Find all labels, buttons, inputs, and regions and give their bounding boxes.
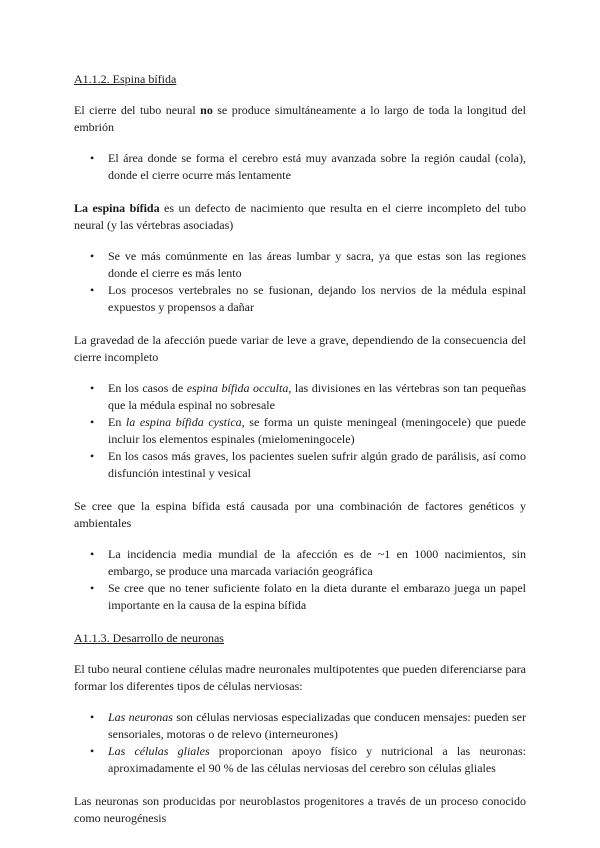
text-run: , las divisiones en las vértebras son tan pequeñas que la médula espinal no sobresale xyxy=(108,381,527,412)
list-item xyxy=(74,414,526,448)
italic-text: espina bífida occulta xyxy=(186,381,289,395)
bullet-list-severity xyxy=(74,380,526,482)
bullet-list-closure xyxy=(74,150,526,184)
italic-text: Las células gliales xyxy=(108,744,210,758)
list-item xyxy=(74,743,526,777)
text-run: En xyxy=(108,415,126,429)
text-run: , se forma un quiste meningeal (meningocele) que puede incluir los elementos espinales (mielomeningocele) xyxy=(108,415,526,446)
list-item: • Se ve más comúnmente en las áreas lumbar y sacra, ya que estas son las regiones donde el cierre es más lento xyxy=(74,248,526,282)
paragraph-causes: Se cree que la espina bífida está causada por una combinación de factores genéticos y ambientales xyxy=(74,499,526,530)
text-run: es un defecto de nacimiento que resulta en el cierre incompleto del tubo neural (y las vértebras asociadas) xyxy=(74,201,527,232)
paragraph-spina-bifida-definition xyxy=(74,200,526,234)
italic-text: la espina bífida cystica xyxy=(125,415,242,429)
italic-text: Las neuronas xyxy=(108,710,173,724)
paragraph-severity: La gravedad de la afección puede variar de leve a grave, dependiendo de la consecuencia del cierre incompleto xyxy=(74,333,526,364)
text-run: son células nerviosas especializadas que conducen mensajes: pueden ser sensoriales, motoras o de relevo (interneurones) xyxy=(108,710,526,741)
list-item: • Los procesos vertebrales no se fusionan, dejando los nervios de la médula espinal expuestos y propensos a dañar xyxy=(74,282,526,316)
section-heading-espina-bifida: A1.1.2. Espina bífida xyxy=(74,72,177,86)
text-run: El cierre del tubo neural xyxy=(74,103,201,117)
bold-text: no xyxy=(200,103,213,117)
bullet-list-definition xyxy=(74,248,526,316)
section-heading-desarrollo-neuronas: A1.1.3. Desarrollo de neuronas xyxy=(74,631,224,645)
bold-text: La espina bífida xyxy=(74,201,160,215)
text-run: En los casos de xyxy=(108,381,187,395)
list-item: • El área donde se forma el cerebro está muy avanzada sobre la región caudal (cola), donde el cierre ocurre más lentamente xyxy=(74,150,526,184)
paragraph-neural-stem-cells: El tubo neural contiene células madre neuronales multipotentes que pueden diferenciarse para formar los diferentes tipos de células nerviosas: xyxy=(74,662,526,693)
text-run: proporcionan apoyo físico y nutricional a las neuronas: aproximadamente el 90 % de las células nerviosas del cerebro son células gliales xyxy=(108,744,526,775)
paragraph-tube-closure xyxy=(74,102,526,136)
list-item xyxy=(74,709,526,743)
bullet-list-causes xyxy=(74,546,526,614)
list-item: • En los casos más graves, los pacientes suelen sufrir algún grado de parálisis, así como disfunción intestinal y vesical xyxy=(74,448,526,482)
bullet-list-cell-types xyxy=(74,709,526,777)
text-run: se produce simultáneamente a lo largo de toda la longitud del embrión xyxy=(74,103,526,134)
paragraph-neurogenesis: Las neuronas son producidas por neuroblastos progenitores a través de un proceso conocido como neurogénesis xyxy=(74,794,526,825)
list-item: • Se cree que no tener suficiente folato en la dieta durante el embarazo juega un papel importante en la causa de la espina bífida xyxy=(74,580,526,614)
list-item xyxy=(74,380,526,414)
list-item: • La incidencia media mundial de la afección es de ~1 en 1000 nacimientos, sin embargo, se produce una marcada variación geográfica xyxy=(74,546,526,580)
